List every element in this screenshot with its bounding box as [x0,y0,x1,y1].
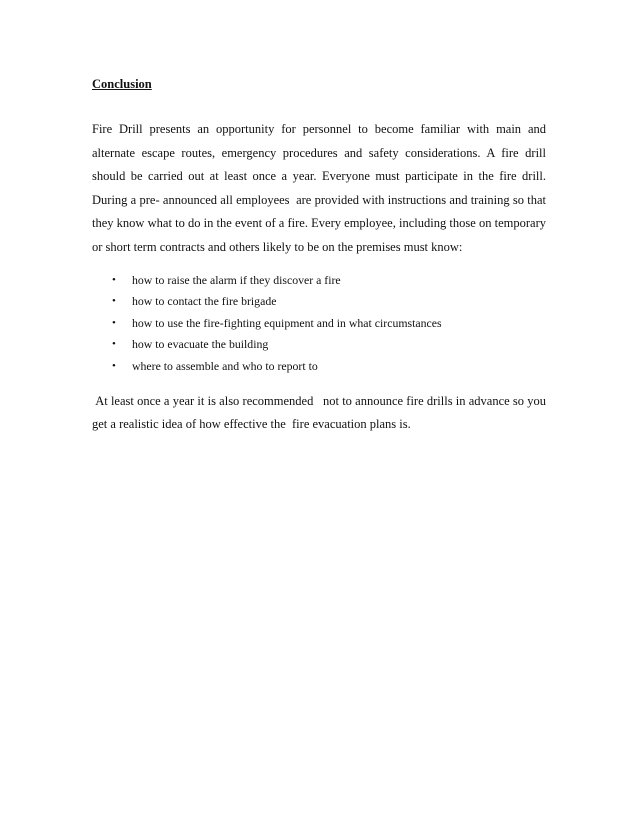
bullet-icon: • [112,359,116,372]
bullet-icon: • [112,316,116,329]
list-item [92,313,546,335]
list-item-text: how to raise the alarm if they discover a fire [132,272,341,287]
intro-paragraph: Fire Drill presents an opportunity for personnel to become familiar with main and alternate escape routes, emergency procedures and safety considerations. A fire drill should be carried out at least once a year. Everyone must participate in the fire drill. During a pre- announced all employees are provided with instructions and training so that they know what to do in the event of a fire. Every employee, including those on temporary or short term contracts and others likely to be on the premises must know: [92,122,550,254]
bullet-icon: • [112,338,116,351]
list-item [92,334,546,356]
list-item [92,270,546,292]
bullet-icon: • [112,273,116,286]
list-item-text: where to assemble and who to report to [132,358,318,373]
document-body [92,76,550,437]
closing-paragraph: At least once a year it is also recommended not to announce fire drills in advance so you get a realistic idea of how effective the fire evacuation plans is. [92,393,550,432]
bullet-icon: • [112,295,116,308]
list-item [92,356,546,378]
section-heading: Conclusion [92,77,152,91]
list-item-text: how to use the fire-fighting equipment and in what circumstances [132,315,442,330]
requirements-list [92,270,546,378]
list-item-text: how to contact the fire brigade [132,294,277,309]
list-item-text: how to evacuate the building [132,337,269,352]
list-item [92,291,546,313]
